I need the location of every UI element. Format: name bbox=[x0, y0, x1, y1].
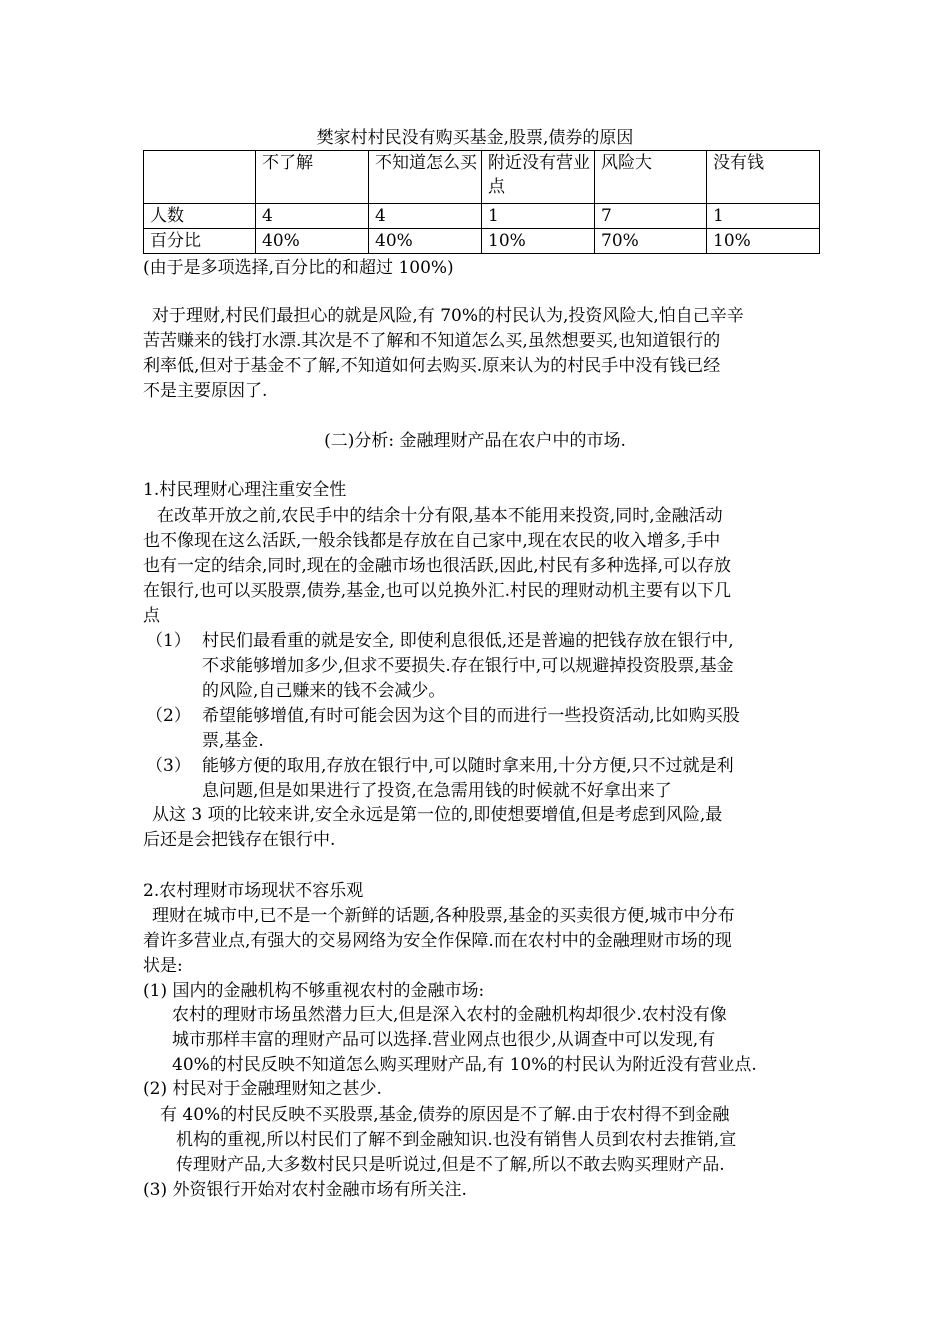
table-cell: 10% bbox=[482, 229, 595, 254]
table-row bbox=[144, 229, 820, 254]
table-cell: 7 bbox=[595, 204, 707, 229]
text-line: 着许多营业点,有强大的交易网络为安全作保障.而在农村中的金融理财市场的现 bbox=[143, 931, 732, 951]
section-heading: (二)分析: 金融理财产品在农户中的市场. bbox=[324, 431, 626, 451]
table-cell: 40% bbox=[369, 229, 482, 254]
text-line: 对于理财,村民们最担心的就是风险,有 70%的村民认为,投资风险大,怕自己辛辛 bbox=[152, 306, 744, 326]
text-line: 有 40%的村民反映不买股票,基金,债券的原因是不了解.由于农村得不到金融 bbox=[160, 1105, 730, 1125]
text-line: 不求能够增加多少,但求不要损失.存在银行中,可以规避掉投资股票,基金 bbox=[202, 656, 734, 676]
text-line: 机构的重视,所以村民们了解不到金融知识.也没有销售人员到农村去推销,宣 bbox=[176, 1130, 737, 1150]
table-cell: 1 bbox=[482, 204, 595, 229]
text-line: 的风险,自己赚来的钱不会减少。 bbox=[202, 681, 446, 701]
row-label: 百分比 bbox=[144, 229, 256, 254]
list-marker: （3） bbox=[146, 756, 191, 776]
list-marker: （2） bbox=[146, 706, 191, 726]
list-marker: （1） bbox=[146, 631, 191, 651]
text-line: 希望能够增值,有时可能会因为这个目的而进行一些投资活动,比如购买股 bbox=[202, 706, 740, 726]
list-item: (2) 村民对于金融理财知之甚少. bbox=[143, 1079, 382, 1099]
text-line: 从这 3 项的比较来讲,安全永远是第一位的,即使想要增值,但是考虑到风险,最 bbox=[152, 805, 723, 825]
subsection-heading: 1.村民理财心理注重安全性 bbox=[143, 480, 347, 500]
row-label: 人数 bbox=[144, 204, 256, 229]
subsection-heading: 2.农村理财市场现状不容乐观 bbox=[143, 881, 364, 901]
table-header-cell: 没有钱 bbox=[707, 151, 820, 204]
text-line: 村民们最看重的就是安全, 即使利息很低,还是普遍的把钱存放在银行中, bbox=[202, 631, 734, 651]
table-header-cell: 不了解 bbox=[256, 151, 369, 204]
table-note: (由于是多项选择,百分比的和超过 100%) bbox=[143, 258, 454, 278]
list-item: (3) 外资银行开始对农村金融市场有所关注. bbox=[143, 1180, 467, 1200]
text-line: 传理财产品,大多数村民只是听说过,但是不了解,所以不敢去购买理财产品. bbox=[176, 1155, 725, 1175]
survey-table bbox=[143, 150, 820, 254]
text-line: 在改革开放之前,农民手中的结余十分有限,基本不能用来投资,同时,金融活动 bbox=[157, 506, 723, 526]
table-cell: 70% bbox=[595, 229, 707, 254]
table-header-row bbox=[144, 151, 820, 204]
table-cell: 1 bbox=[707, 204, 820, 229]
table-cell: 10% bbox=[707, 229, 820, 254]
table-header-cell bbox=[144, 151, 256, 204]
table-header-cell: 附近没有营业点 bbox=[482, 151, 595, 204]
text-line: 利率低,但对于基金不了解,不知道如何去购买.原来认为的村民手中没有钱已经 bbox=[143, 356, 721, 376]
list-item: (1) 国内的金融机构不够重视农村的金融市场: bbox=[143, 981, 485, 1001]
table-header-cell: 不知道怎么买 bbox=[369, 151, 482, 204]
text-line: 苦苦赚来的钱打水漂.其次是不了解和不知道怎么买,虽然想要买,也知道银行的 bbox=[143, 331, 721, 351]
text-line: 息问题,但是如果进行了投资,在急需用钱的时候就不好拿出来了 bbox=[202, 781, 672, 801]
table-cell: 40% bbox=[256, 229, 369, 254]
text-line: 在银行,也可以买股票,债券,基金,也可以兑换外汇.村民的理财动机主要有以下几 bbox=[143, 581, 732, 601]
text-line: 也有一定的结余,同时,现在的金融市场也很活跃,因此,村民有多种选择,可以存放 bbox=[143, 556, 732, 576]
text-line: 票,基金. bbox=[202, 731, 264, 751]
table-title: 樊家村村民没有购买基金,股票,债券的原因 bbox=[316, 128, 634, 148]
table-header-cell: 风险大 bbox=[595, 151, 707, 204]
text-line: 不是主要原因了. bbox=[143, 381, 268, 401]
text-line: 后还是会把钱存在银行中. bbox=[143, 830, 336, 850]
text-line: 城市那样丰富的理财产品可以选择.营业网点也很少,从调查中可以发现,有 bbox=[172, 1030, 716, 1050]
text-line: 点 bbox=[143, 606, 160, 626]
text-line: 能够方便的取用,存放在银行中,可以随时拿来用,十分方便,只不过就是利 bbox=[202, 756, 734, 776]
table-row bbox=[144, 204, 820, 229]
text-line: 理财在城市中,已不是一个新鲜的话题,各种股票,基金的买卖很方便,城市中分布 bbox=[152, 906, 735, 926]
text-line: 状是: bbox=[143, 956, 183, 976]
table-cell: 4 bbox=[369, 204, 482, 229]
text-line: 也不像现在这么活跃,一般余钱都是存放在自己家中,现在农民的收入增多,手中 bbox=[143, 531, 721, 551]
text-line: 40%的村民反映不知道怎么购买理财产品,有 10%的村民认为附近没有营业点. bbox=[172, 1055, 757, 1075]
text-line: 农村的理财市场虽然潜力巨大,但是深入农村的金融机构却很少.农村没有像 bbox=[172, 1005, 727, 1025]
table-cell: 4 bbox=[256, 204, 369, 229]
